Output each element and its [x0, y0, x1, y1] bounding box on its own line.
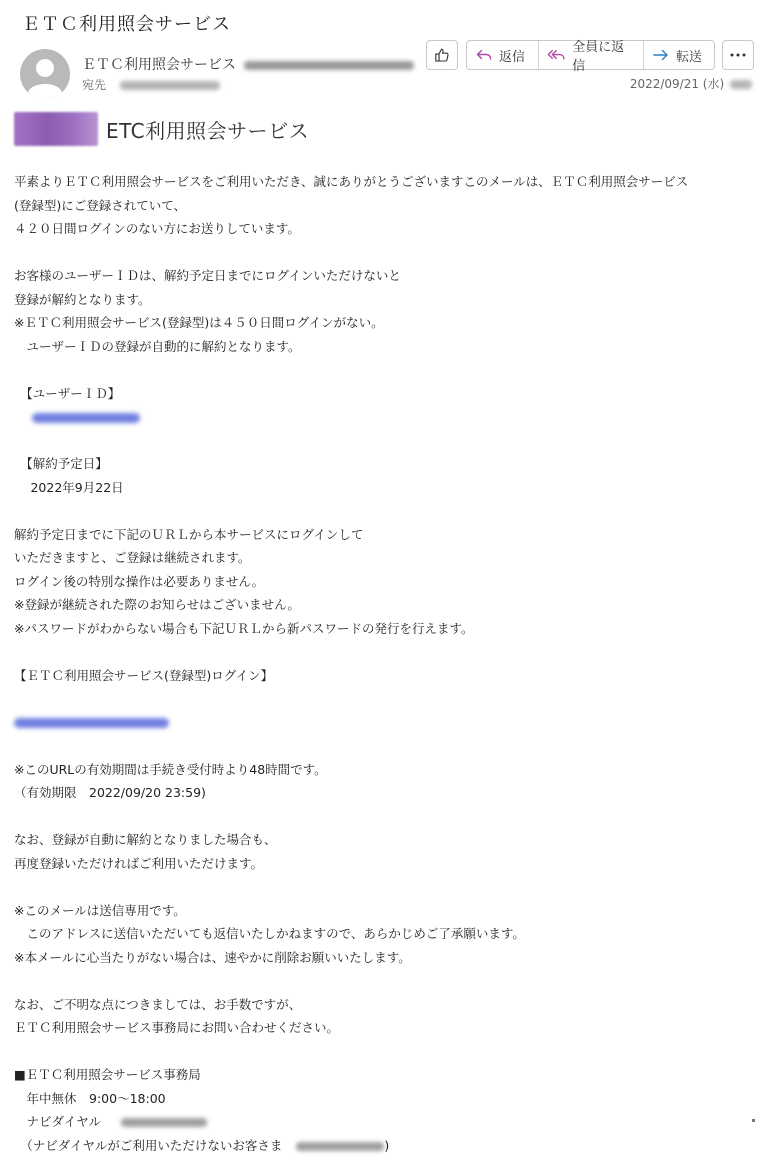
thumbs-up-icon: [434, 47, 450, 63]
login-link[interactable]: [14, 711, 754, 735]
reply-arrow-icon: [475, 47, 493, 63]
forward-label: 転送: [676, 46, 702, 65]
body-line: ユーザーＩＤの登録が自動的に解約となります。: [14, 335, 754, 359]
forward-arrow-icon: [652, 47, 670, 63]
reply-label: 返信: [499, 46, 525, 65]
body-line: ※ＥＴＣ利用照会サービス(登録型)は４５０日間ログインがない。: [14, 311, 754, 335]
recipient-line: [82, 76, 220, 93]
body-line: 登録が解約となります。: [14, 288, 754, 312]
body-line: お客様のユーザーＩＤは、解約予定日までにログインいただけないと: [14, 264, 754, 288]
sender-name: ＥＴＣ利用照会サービス: [82, 57, 236, 73]
body-line: ログイン後の特別な操作は必要ありません。: [14, 570, 754, 594]
sender-line[interactable]: [82, 54, 414, 74]
sent-time-redacted: [730, 80, 752, 89]
alt-phone-close: ): [384, 1138, 389, 1153]
cancel-date-value: 2022年9月22日: [14, 476, 754, 500]
email-subject: ＥＴＣ利用照会サービス: [22, 10, 231, 36]
body-line: 解約予定日までに下記のＵＲＬから本サービスにログインして: [14, 523, 754, 547]
reply-all-arrow-icon: [547, 47, 566, 63]
alt-phone-line: [14, 1134, 754, 1157]
more-actions-button[interactable]: [722, 40, 754, 70]
alt-phone-label: （ナビダイヤルがご利用いただけないお客さま: [14, 1138, 282, 1153]
body-line: ※パスワードがわからない場合も下記ＵＲＬから新パスワードの発行を行えます。: [14, 617, 754, 641]
body-line: ＥＴＣ利用照会サービス事務局にお問い合わせください。: [14, 1016, 754, 1040]
login-url-redacted[interactable]: [14, 718, 169, 728]
navi-dial-number-redacted: [121, 1118, 207, 1127]
user-id-value: [14, 405, 754, 429]
body-line: ※このメールは送信専用です。: [14, 899, 754, 923]
body-line: （有効期限 2022/09/20 23:59): [14, 781, 754, 805]
email-body: [14, 170, 754, 1157]
resize-grip[interactable]: [752, 1119, 755, 1122]
office-heading: ■ＥＴＣ利用照会サービス事務局: [14, 1063, 754, 1087]
body-line: ※このURLの有効期間は手続き受付時より48時間です。: [14, 758, 754, 782]
body-line: (登録型)にご登録されていて、: [14, 194, 754, 218]
cancel-date-heading: 【解約予定日】: [14, 452, 754, 476]
user-id-redacted: [32, 413, 140, 423]
reply-button[interactable]: [467, 41, 539, 69]
recipient-redacted: [120, 81, 220, 90]
to-label: 宛先: [82, 78, 106, 92]
date-line: [630, 75, 752, 92]
sender-avatar[interactable]: [20, 49, 70, 99]
reply-button-group: [466, 40, 715, 70]
brand-logo-image: [14, 112, 98, 146]
body-line: なお、ご不明な点につきましては、お手数ですが、: [14, 993, 754, 1017]
body-line: いただきますと、ご登録は継続されます。: [14, 546, 754, 570]
body-line: このアドレスに送信いただいても返信いたしかねますので、あらかじめご了承願います。: [14, 922, 754, 946]
body-line: ※登録が継続された際のお知らせはございません。: [14, 593, 754, 617]
forward-button[interactable]: [644, 41, 714, 69]
reply-all-button[interactable]: [539, 41, 644, 69]
body-line: なお、登録が自動に解約となりました場合も、: [14, 828, 754, 852]
person-icon: [20, 49, 70, 99]
sender-email-redacted: [244, 61, 414, 70]
body-line: 平素よりＥＴＣ利用照会サービスをご利用いただき、誠にありがとうございますこのメールは、ＥＴＣ利用照会サービス: [14, 170, 754, 194]
like-button[interactable]: [426, 40, 458, 70]
navi-dial-label: ナビダイヤル: [14, 1114, 101, 1129]
office-hours: 年中無休 9:00～18:00: [14, 1087, 754, 1111]
login-heading: 【ＥＴＣ利用照会サービス(登録型)ログイン】: [14, 664, 754, 688]
brand-logo-text: ETC利用照会サービス: [106, 115, 309, 144]
ellipsis-icon: [730, 53, 746, 57]
navi-dial-line: [14, 1110, 754, 1134]
user-id-heading: 【ユーザーＩＤ】: [14, 382, 754, 406]
body-line: 再度登録いただければご利用いただけます。: [14, 852, 754, 876]
alt-phone-number-redacted: [296, 1142, 384, 1151]
brand-banner: [14, 112, 309, 146]
body-line: ４２０日間ログインのない方にお送りしています。: [14, 217, 754, 241]
body-line: ※本メールに心当たりがない場合は、速やかに削除お願いいたします。: [14, 946, 754, 970]
reply-all-label: 全員に返信: [572, 36, 635, 74]
sent-date: 2022/09/21 (水): [630, 77, 724, 91]
